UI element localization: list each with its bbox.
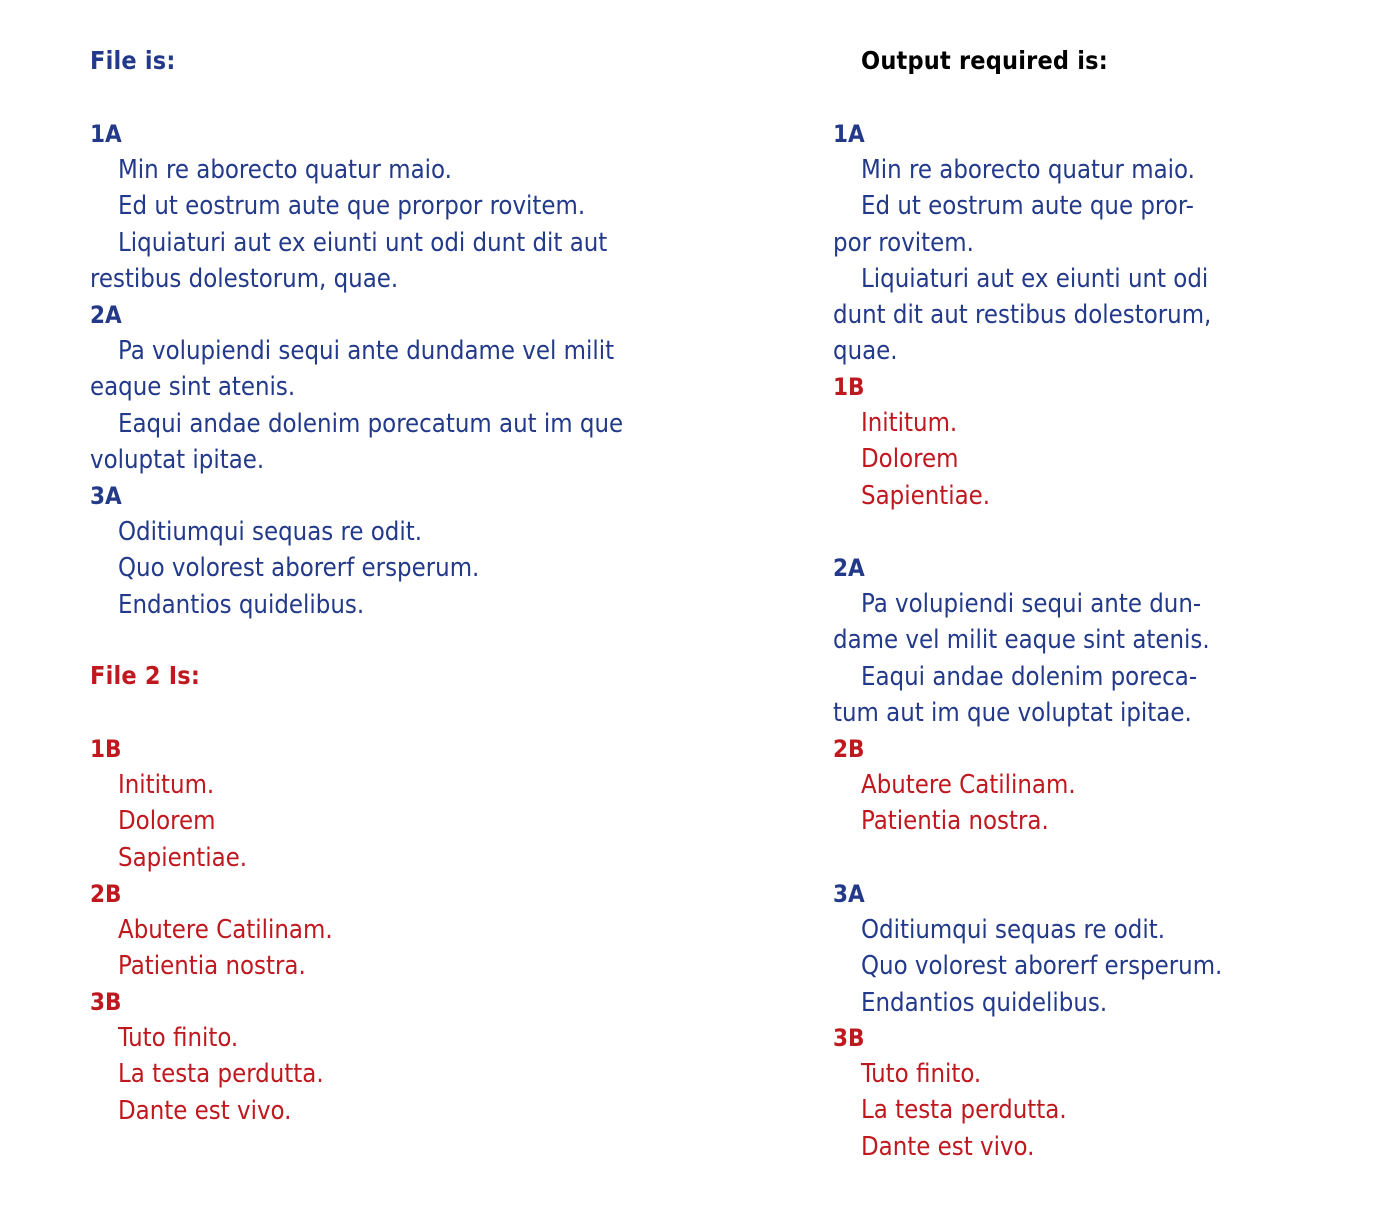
section-2B [833,731,1233,840]
file2-heading: File 2 Is: [90,661,201,690]
section-label: 2B [833,735,865,763]
section-1A [833,116,1233,369]
section-3A [833,876,1233,1021]
section-label: 3B [90,988,122,1016]
section-1A [90,116,650,297]
section-label: 2B [90,880,122,908]
paragraph: Endantios quidelibus. [861,987,1108,1018]
paragraph: Dolorem [861,444,959,475]
paragraph: Dante est vivo. [861,1131,1035,1162]
paragraph: Patientia nostra. [861,806,1049,837]
paragraph: Liquiaturi aut ex eiunti unt odi dunt dit aut restibus dolestorum, quae. [90,227,608,294]
paragraph: Eaqui andae dolenim porecatum aut im que voluptat ipitae. [90,408,624,475]
paragraph: Oditiumqui sequas re odit. [118,517,423,548]
section-label: 1B [90,735,122,763]
paragraph: Sapientiae. [861,480,991,511]
paragraph: Patientia nostra. [118,951,306,982]
paragraph: Sapientiae. [118,842,248,873]
paragraph: La testa perdutta. [118,1059,324,1090]
output-heading: Output required is: [861,46,1108,75]
paragraph: Ed ut eostrum aute que prorpor rovitem. [118,191,586,222]
section-3A [90,478,650,623]
paragraph: Abutere Catilinam. [118,915,333,946]
paragraph: La testa perdutta. [861,1095,1067,1126]
paragraph: Min re aborecto quatur maio. [118,155,452,186]
section-3B [90,984,650,1129]
section-2A [90,297,650,478]
section-label: 2A [833,554,865,582]
paragraph: Ed ut eostrum aute que pror- por rovitem. [833,191,1194,258]
section-2A [833,550,1233,731]
section-1B [90,731,650,876]
paragraph: Eaqui andae dolenim poreca- tum aut im que voluptat ipitae. [833,661,1198,728]
paragraph: Min re aborecto quatur maio. [861,155,1195,186]
section-1B [833,369,1233,514]
section-3B [833,1020,1233,1165]
section-label: 1A [90,120,122,148]
paragraph: Pa volupiendi sequi ante dun- dame vel milit eaque sint atenis. [833,589,1210,656]
paragraph: Oditiumqui sequas re odit. [861,915,1166,946]
paragraph: Tuto finito. [118,1023,239,1054]
paragraph: Abutere Catilinam. [861,770,1076,801]
section-label: 3A [833,880,865,908]
paragraph: Pa volupiendi sequi ante dundame vel milit eaque sint atenis. [90,336,615,403]
paragraph: Dolorem [118,806,216,837]
paragraph: Dante est vivo. [118,1095,292,1126]
paragraph: Liquiaturi aut ex eiunti unt odi dunt dit aut restibus dolestorum, quae. [833,263,1212,367]
section-label: 3A [90,482,122,510]
paragraph: Quo volorest aborerf ersperum. [861,951,1223,982]
paragraph: Quo volorest aborerf ersperum. [118,553,480,584]
section-label: 1A [833,120,865,148]
paragraph: Endantios quidelibus. [118,589,365,620]
paragraph: Inititum. [118,770,215,801]
file1-heading: File is: [90,46,176,75]
section-label: 2A [90,301,122,329]
paragraph: Inititum. [861,408,958,439]
section-label: 1B [833,373,865,401]
section-2B [90,876,650,985]
section-label: 3B [833,1024,865,1052]
paragraph: Tuto finito. [861,1059,982,1090]
